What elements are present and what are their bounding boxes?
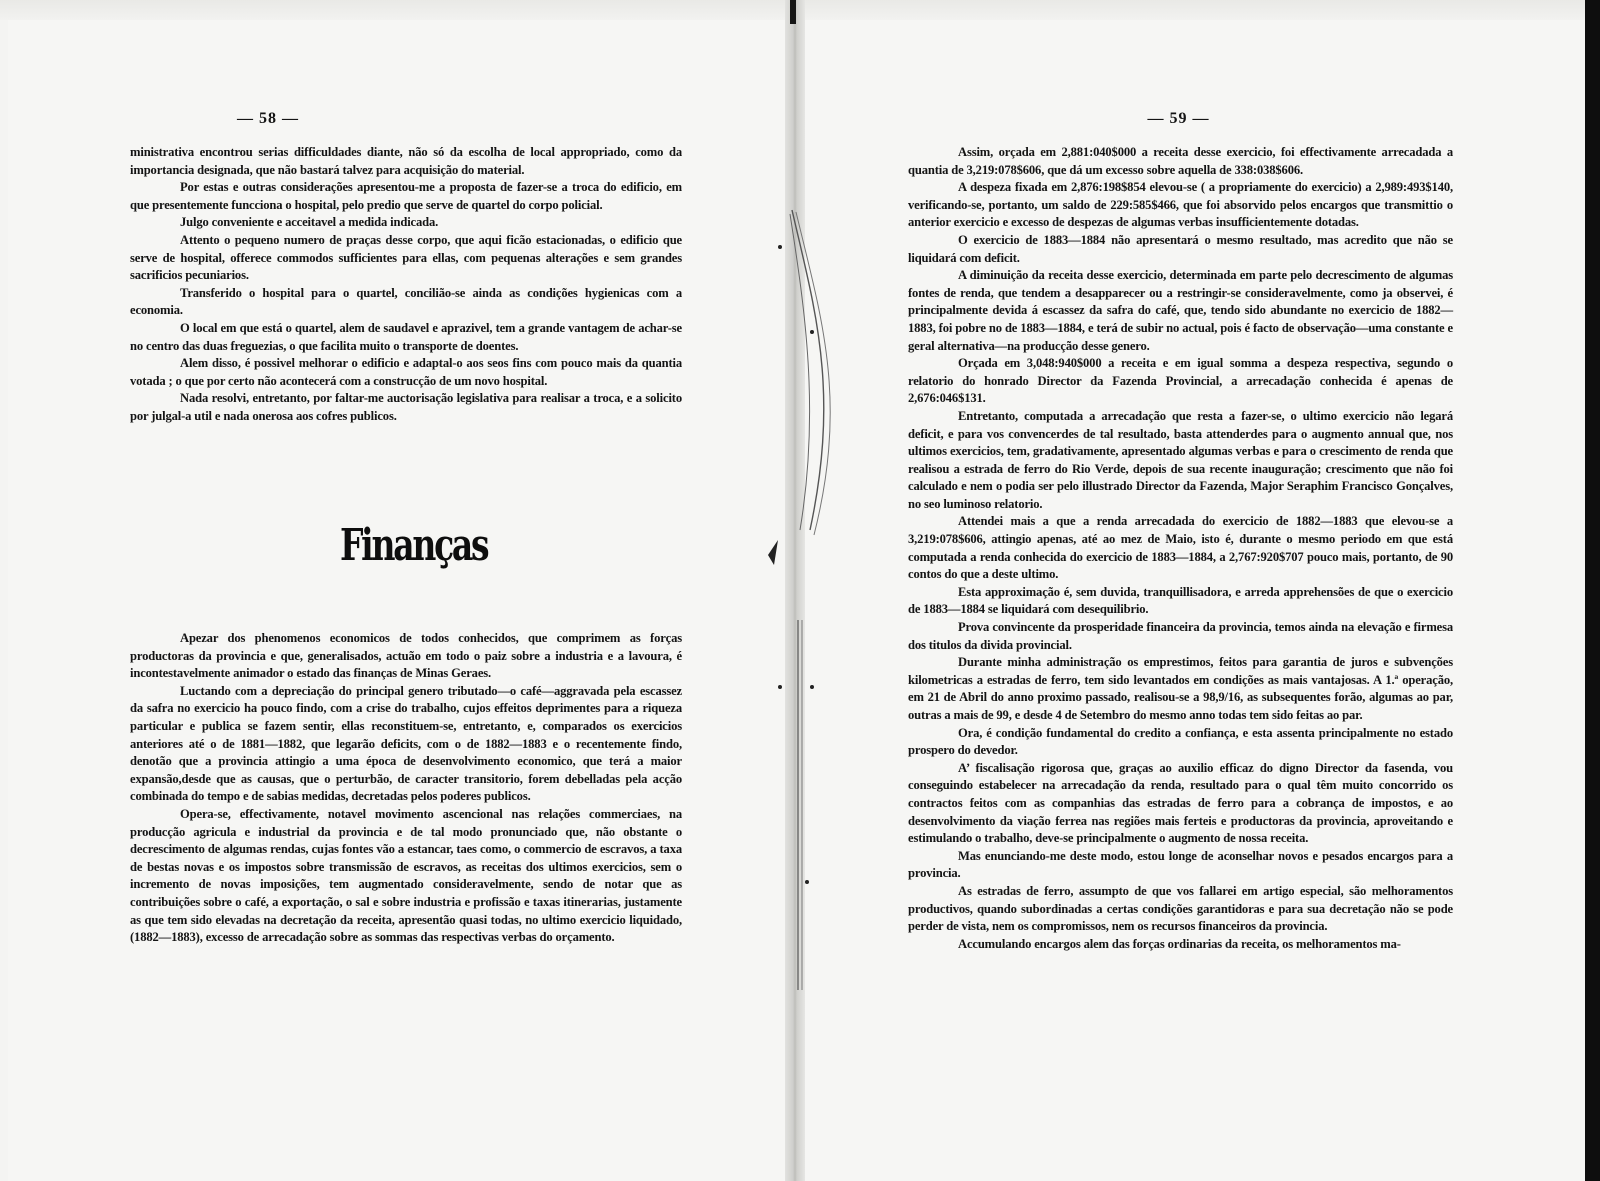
paragraph: A despeza fixada em 2,876:198$854 elevou-se ( a propriamente do exercicio) a 2,989:493$140, verificando-se, portanto, um saldo de 229:585$466, que foi absorvido pelos encargos que transmittio o anterior exercicio e excesso de despezas de algumas verbas insufficientemente dotadas. xyxy=(908,180,1453,230)
paragraph: Nada resolvi, entretanto, por faltar-me auctorisação legislativa para realisar a troca, e a solicito por julgal-a util e nada onerosa aos cofres publicos. xyxy=(130,391,682,423)
paragraph: A diminuição da receita desse exercicio, determinada em parte pelo decrescimento de algumas fontes de renda, que tendem a desapparecer ou a restringir-se consideravelmente, como ja observei, é principalmente devida á escassez da safra do café, que, tendo sido abundante no exercicio de 1882—1883, foi pobre no de 1883—1884, e terá de subir no actual, pois é facto de observação—uma constante e geral alternativa—na producção desse genero. xyxy=(908,268,1453,353)
paragraph: Opera-se, effectivamente, notavel movimento ascencional nas relações commerciaes, na producção agricula e industrial da provincia e de tal modo pronunciado que, não obstante o decrescimento de algumas rendas, cujas fontes vão a estancar, taes como, o commercio de escravos, a taxa de bestas novas e os impostos sobre transmissão de escravos, as receitas dos ultimos exercicios, sem o incremento de novas imposições, tem augmentado consideravelmente, sendo de notar que as contribuições sobre o café, a exportação, o sal e sobre industria e profissão e taxas itinerarias, justamente as que tem sido elevadas na decretação da receita, apresentão quasi todas, no ultimo exercicio liquidado, (1882—1883), excesso de arrecadação sobre as sommas das respectivas verbas do orçamento. xyxy=(130,806,682,945)
binding-hole xyxy=(810,685,814,689)
right-page xyxy=(800,20,1586,1181)
binding-hole xyxy=(778,685,782,689)
paragraph: Transferido o hospital para o quartel, concilião-se ainda as condições hygienicas com a economia. xyxy=(130,285,682,318)
gutter-top-mark xyxy=(790,0,796,24)
paragraph: Esta approximação é, sem duvida, tranquillisadora, e arreda apprehensões de que o exercicio de 1883—1884 se liquidará com desequilibrio. xyxy=(908,584,1453,617)
paragraph: Assim, orçada em 2,881:040$000 a receita desse exercicio, foi effectivamente arrecadada a quantia de 3,219:078$606, que dá um excesso sobre aquella de 338:038$606. xyxy=(908,145,1453,177)
paragraph: Julgo conveniente e acceitavel a medida indicada. xyxy=(180,215,439,230)
right-text-column xyxy=(908,144,1453,953)
left-page-number: — 58 — xyxy=(237,110,299,127)
binding-hole xyxy=(778,245,782,249)
right-dark-edge xyxy=(1585,0,1600,1181)
binding-hole xyxy=(810,330,814,334)
paragraph: Attendei mais a que a renda arrecadada do exercicio de 1882—1883 que elevou-se a 3,219:078$606, attingio apenas, até ao mez de Maio, isto é, durante o mesmo periodo em que está computada a renda conhecida do exercicio de 1883—1884, a 2,767:920$707 pouco mais, portanto, de 90 contos do que a deste ultimo. xyxy=(908,514,1453,582)
left-bottom-text-column xyxy=(130,630,682,947)
paragraph: Luctando com a depreciação do principal genero tributado—o café—aggravada pela escassez da safra no exercicio ha pouco findo, com a crise do trabalho, cujos effeitos deprimentes para a riqueza particular e publica se fazem sentir, ellas reconstituem-se, entretanto, e, comparados os exercicios anteriores até o de 1881—1882, que legarão deficits, com o de 1882—1883 e o recentemente findo, denotão que a provincia attingio a uma época de desenvolvimento economico, que terá a maior expansão,desde que as causas, que o perturbão, de caracter transitorio, forem debelladas pela acção combinada do tempo e de sabias medidas, decretadas pelos poderes publicos. xyxy=(130,683,682,804)
left-top-text-column xyxy=(130,144,682,426)
paragraph: Orçada em 3,048:940$000 a receita e em igual somma a despeza respectiva, segundo o relatorio do honrado Director da Fazenda Provincial, a arrecadação conhecida é apenas de 2,676:046$131. xyxy=(908,356,1453,406)
paragraph: Ora, é condição fundamental do credito a confiança, e esta assenta principalmente no estado prospero do devedor. xyxy=(908,725,1453,758)
section-heading: Finanças xyxy=(340,520,488,571)
paragraph: Alem disso, é possivel melhorar o edificio e adaptal-o aos seos fins com pouco mais da quantia votada ; o que por certo não acontecerá com a construcção de um novo hospital. xyxy=(130,356,682,388)
paragraph: Durante minha administração os emprestimos, feitos para garantia de juros e subvenções kilometricas a estradas de ferro, tem sido levantados em condições as mais vantajosas. A 1.ª operação, em 21 de Abril do anno proximo passado, realisou-se a 98,9/16, as subsequentes forão, algumas ao par, outras a mais de 99, e desde 4 de Setembro do mesmo anno todas tem sido feitas ao par. xyxy=(908,655,1453,722)
left-page xyxy=(8,20,789,1181)
paragraph: O local em que está o quartel, alem de saudavel e aprazivel, tem a grande vantagem de achar-se no centro das duas freguezias, o que facilita muito o transporte de doentes. xyxy=(130,320,682,353)
binding-thread-icon xyxy=(760,190,850,990)
paragraph: As estradas de ferro, assumpto de que vos fallarei em artigo especial, são melhoramentos productivos, quando subordinadas a certas condições garantidoras e para sua decretação não se pode perder de vista, nem os compromissos, nem os recursos financeiros da provincia. xyxy=(908,883,1453,934)
paragraph: Apezar dos phenomenos economicos de todos conhecidos, que comprimem as forças productoras da provincia e que, generalisados, actuão em todo o paiz sobre a industria e a lavoura, é incontestavelmente animador o estado das finanças de Minas Geraes. xyxy=(130,631,682,681)
paragraph: ministrativa encontrou serias difficuldades diante, não só da escolha de local appropriado, como da importancia designada, que não bastará talvez para acquisição do material. xyxy=(130,145,682,177)
right-page-number: — 59 — xyxy=(1147,110,1210,127)
binding-hole xyxy=(805,880,809,884)
paragraph: O exercicio de 1883—1884 não apresentará o mesmo resultado, mas acredito que não se liquidará com deficit. xyxy=(908,232,1453,265)
paragraph: Prova convincente da prosperidade financeira da provincia, temos ainda na elevação e firmesa dos titulos da divida provincial. xyxy=(908,620,1453,652)
paragraph: Entretanto, computada a arrecadação que resta a fazer-se, o ultimo exercicio não legará deficit, e para vos convencerdes de tal resultado, basta attenderdes para o augmento annual que, nos ultimos exercicios, tem, gradativamente, apresentado algumas verbas e para o crescimento de renda que realisou a estrada de ferro do Rio Verde, depois de sua recente inauguração; crescimento que não foi calculado e nem o podia ser pelo illustrado Director da Fazenda, Major Seraphim Francisco Gonçalves, no seo luminoso relatorio. xyxy=(908,408,1453,511)
paragraph: A’ fiscalisação rigorosa que, graças ao auxilio efficaz do digno Director da fasenda, vou conseguindo estabelecer na arrecadação da renda, resultado para o qual têm muito concorrido os contractos feitos com as companhias das estradas de ferro para a cobrança de impostos, e ao desenvolvimento da viação ferrea nas regiões mais ferteis e productoras da provincia, aproveitando e estimulando o trabalho, deve-se principalmente o augmento de nossa receita. xyxy=(908,760,1453,846)
paragraph: Accumulando encargos alem das forças ordinarias da receita, os melhoramentos ma- xyxy=(958,936,1401,951)
paragraph: Mas enunciando-me deste modo, estou longe de aconselhar novos e pesados encargos para a provincia. xyxy=(908,848,1453,881)
paragraph: Attento o pequeno numero de praças desse corpo, que aqui ficão estacionadas, o edificio que serve de hospital, offerece commodos sufficientes para ellas, com pequenas alterações e sem grandes sacrificios pecuniarios. xyxy=(130,232,682,283)
paragraph: Por estas e outras considerações apresentou-me a proposta de fazer-se a troca do edificio, em que presentemente funcciona o hospital, pelo predio que serve de quartel do corpo policial. xyxy=(130,180,682,212)
